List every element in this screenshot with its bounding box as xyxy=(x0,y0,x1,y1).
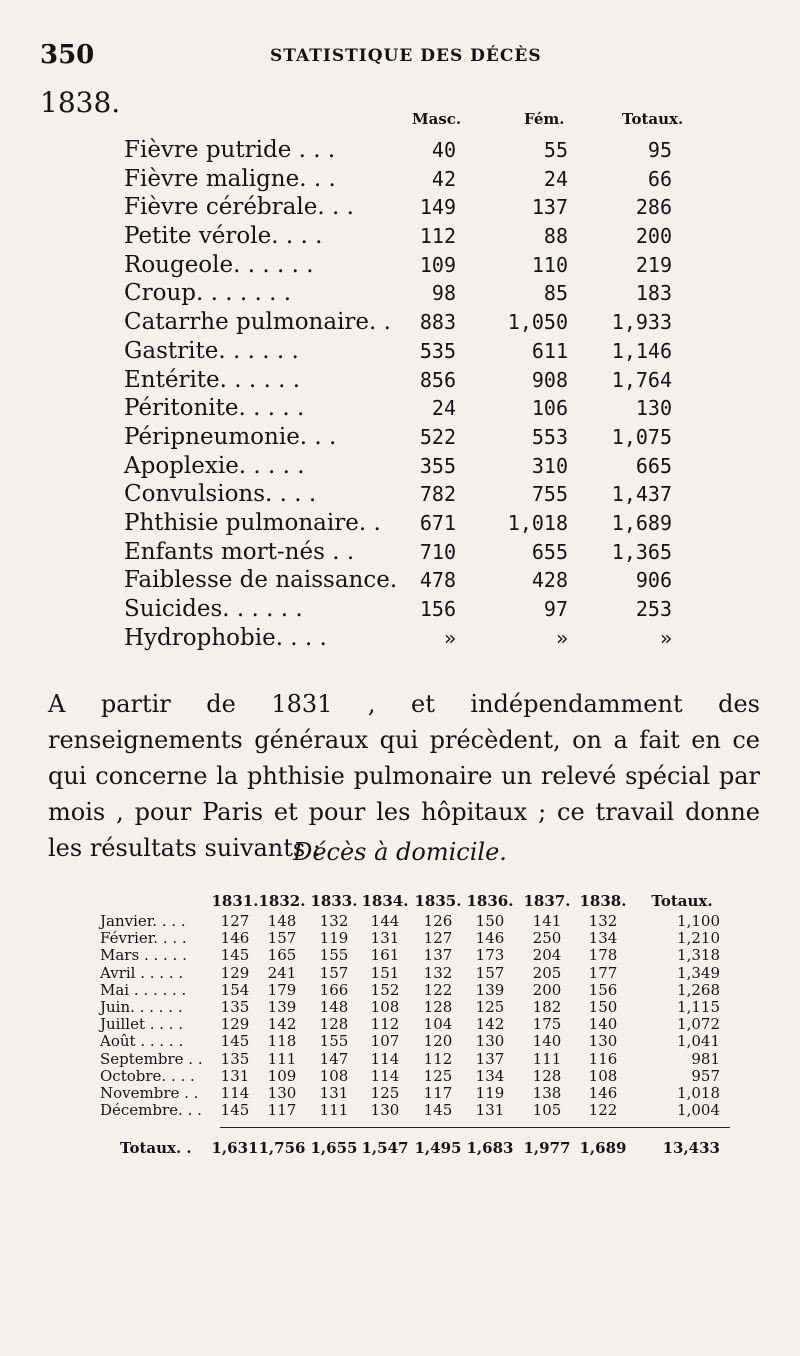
cell-value: 131 xyxy=(370,929,400,948)
cell-value: 111 xyxy=(267,1049,297,1068)
month-label: Février. . . . xyxy=(100,929,187,948)
cell-value: 139 xyxy=(267,997,297,1016)
cell-value: 157 xyxy=(319,963,349,982)
total-value: 200 xyxy=(635,224,672,249)
masc-value: » xyxy=(443,625,456,650)
table-row xyxy=(0,1068,800,1085)
masc-value: 112 xyxy=(419,224,456,249)
masc-value: 535 xyxy=(419,338,456,363)
cell-value: 128 xyxy=(319,1015,349,1034)
section-title: Décès à domicile. xyxy=(293,838,507,866)
column-header: 1838. xyxy=(579,892,627,910)
masc-value: 671 xyxy=(419,510,456,535)
cell-value: 1,318 xyxy=(677,946,720,965)
cell-value: 129 xyxy=(220,963,250,982)
table-row xyxy=(0,366,800,395)
cell-value: 146 xyxy=(475,929,505,948)
masc-value: 710 xyxy=(419,539,456,564)
column-header: 1832. xyxy=(258,892,306,910)
cell-value: 134 xyxy=(475,1066,505,1085)
year-heading: 1838. xyxy=(40,86,121,119)
cause-label: Rougeole. . . . . . xyxy=(124,251,314,278)
masc-value: 355 xyxy=(419,453,456,478)
masc-value: 478 xyxy=(419,568,456,593)
cell-value: 134 xyxy=(588,929,618,948)
totals-label: Totaux. . xyxy=(120,1139,192,1158)
cell-value: 117 xyxy=(423,1083,453,1102)
cell-value: 127 xyxy=(220,912,250,930)
cell-value: 108 xyxy=(370,997,400,1016)
total-cell: 1,547 xyxy=(361,1139,409,1158)
cell-value: 114 xyxy=(370,1066,400,1085)
cell-value: 1,210 xyxy=(677,929,720,948)
cell-value: 1,268 xyxy=(677,980,720,999)
total-cell: 1,683 xyxy=(466,1139,514,1158)
total-value: 1,933 xyxy=(611,310,672,335)
fem-value: » xyxy=(555,625,568,650)
table-row xyxy=(0,337,800,366)
cell-value: 130 xyxy=(588,1032,618,1051)
cell-value: 156 xyxy=(588,980,618,999)
total-value: 1,437 xyxy=(611,482,672,507)
cause-label: Fièvre putride . . . xyxy=(124,137,336,163)
column-header-masc: Masc. xyxy=(412,110,462,128)
column-header: 1834. xyxy=(361,892,409,910)
table-row xyxy=(0,999,800,1016)
total-cell: 1,631 xyxy=(211,1139,259,1158)
table-row xyxy=(0,308,800,337)
table-row xyxy=(0,452,800,481)
cell-value: 140 xyxy=(532,1032,562,1051)
column-header-fem: Fém. xyxy=(524,110,565,128)
cause-label: Catarrhe pulmonaire. . xyxy=(124,309,391,336)
masc-value: 522 xyxy=(419,424,456,449)
cell-value: 166 xyxy=(319,980,349,999)
total-value: 665 xyxy=(635,453,672,478)
cause-label: Hydrophobie. . . . xyxy=(124,624,327,651)
cell-value: 150 xyxy=(588,997,618,1016)
cell-value: 145 xyxy=(220,1101,250,1120)
cell-value: 128 xyxy=(423,997,453,1016)
table-row xyxy=(0,913,800,930)
cell-value: 140 xyxy=(588,1015,618,1034)
cell-value: 154 xyxy=(220,980,250,999)
cell-value: 132 xyxy=(319,912,349,930)
fem-value: 1,018 xyxy=(507,510,568,535)
table-row xyxy=(0,193,800,222)
fem-value: 1,050 xyxy=(507,310,568,335)
cell-value: 146 xyxy=(588,1083,618,1102)
table-row xyxy=(0,1016,800,1033)
fem-value: 428 xyxy=(531,568,568,593)
cell-value: 150 xyxy=(475,912,505,930)
cell-value: 152 xyxy=(370,980,400,999)
cell-value: 131 xyxy=(475,1101,505,1120)
month-label: Mai . . . . . . xyxy=(100,980,187,999)
cause-label: Entérite. . . . . . xyxy=(124,366,301,393)
table-row xyxy=(0,1033,800,1050)
cell-value: 157 xyxy=(267,929,297,948)
page-number: 350 xyxy=(40,40,95,70)
cell-value: 177 xyxy=(588,963,618,982)
cell-value: 128 xyxy=(532,1066,562,1085)
cell-value: 1,100 xyxy=(677,912,720,930)
total-value: » xyxy=(659,625,672,650)
cell-value: 112 xyxy=(423,1049,453,1068)
cell-value: 1,072 xyxy=(677,1015,720,1034)
total-value: 1,764 xyxy=(611,367,672,392)
table-row xyxy=(0,538,800,567)
cell-value: 117 xyxy=(267,1101,297,1120)
cell-value: 122 xyxy=(423,980,453,999)
cell-value: 161 xyxy=(370,946,400,965)
cell-value: 1,018 xyxy=(677,1083,720,1102)
month-label: Juin. . . . . . xyxy=(100,997,183,1016)
total-value: 130 xyxy=(635,396,672,421)
cell-value: 131 xyxy=(319,1083,349,1102)
masc-value: 40 xyxy=(431,138,456,162)
table-row xyxy=(0,1051,800,1068)
masc-value: 782 xyxy=(419,482,456,507)
fem-value: 24 xyxy=(543,166,568,191)
running-title: STATISTIQUE DES DÉCÈS xyxy=(270,46,542,66)
table-row xyxy=(0,423,800,452)
total-value: 1,689 xyxy=(611,510,672,535)
cell-value: 155 xyxy=(319,1032,349,1051)
cell-value: 147 xyxy=(319,1049,349,1068)
cause-label: Apoplexie. . . . . xyxy=(124,452,305,479)
column-header: 1837. xyxy=(523,892,571,910)
column-header: 1833. xyxy=(310,892,358,910)
cell-value: 108 xyxy=(319,1066,349,1085)
cell-value: 173 xyxy=(475,946,505,965)
cell-value: 241 xyxy=(267,963,297,982)
table-row xyxy=(0,595,800,624)
fem-value: 55 xyxy=(543,138,568,162)
cell-value: 131 xyxy=(220,1066,250,1085)
cell-value: 145 xyxy=(220,1032,250,1051)
cell-value: 112 xyxy=(370,1015,400,1034)
table-row xyxy=(0,509,800,538)
table2-header-row xyxy=(0,893,800,913)
table-row xyxy=(0,251,800,280)
cell-value: 145 xyxy=(220,946,250,965)
fem-value: 310 xyxy=(531,453,568,478)
column-header: 1836. xyxy=(466,892,514,910)
total-cell: 13,433 xyxy=(662,1139,720,1158)
fem-value: 110 xyxy=(531,252,568,277)
cell-value: 142 xyxy=(475,1015,505,1034)
monthly-deaths-table xyxy=(0,893,800,1157)
cell-value: 130 xyxy=(475,1032,505,1051)
cell-value: 120 xyxy=(423,1032,453,1051)
page-header xyxy=(40,40,760,80)
month-label: Septembre . . xyxy=(100,1049,203,1068)
table-row xyxy=(0,624,800,653)
column-header: Totaux. xyxy=(651,892,713,910)
cause-label: Péritonite. . . . . xyxy=(124,395,305,422)
cell-value: 125 xyxy=(423,1066,453,1085)
column-header: 1831. xyxy=(211,892,259,910)
month-label: Avril . . . . . xyxy=(100,963,184,982)
column-header-totaux: Totaux. xyxy=(622,110,684,128)
cell-value: 178 xyxy=(588,946,618,965)
cell-value: 122 xyxy=(588,1101,618,1120)
cause-label: Gastrite. . . . . . xyxy=(124,337,299,364)
cell-value: 175 xyxy=(532,1015,562,1034)
cell-value: 111 xyxy=(532,1049,562,1068)
cell-value: 118 xyxy=(267,1032,297,1051)
cell-value: 146 xyxy=(220,929,250,948)
table1-header xyxy=(0,110,800,134)
cell-value: 205 xyxy=(532,963,562,982)
cause-label: Convulsions. . . . xyxy=(124,481,317,508)
total-value: 253 xyxy=(635,597,672,621)
total-value: 66 xyxy=(647,166,672,191)
cell-value: 142 xyxy=(267,1015,297,1034)
cell-value: 165 xyxy=(267,946,297,965)
totals-rule xyxy=(220,1127,730,1128)
cell-value: 125 xyxy=(475,997,505,1016)
cell-value: 129 xyxy=(220,1015,250,1034)
total-cell: 1,655 xyxy=(310,1139,358,1158)
causes-of-death-table xyxy=(0,136,800,652)
cell-value: 1,004 xyxy=(677,1101,720,1120)
cell-value: 1,115 xyxy=(677,997,720,1016)
cause-label: Faiblesse de naissance. xyxy=(124,567,398,594)
cell-value: 111 xyxy=(319,1101,349,1120)
cell-value: 135 xyxy=(220,997,250,1016)
total-value: 286 xyxy=(635,195,672,220)
fem-value: 755 xyxy=(531,482,568,507)
cell-value: 138 xyxy=(532,1083,562,1102)
total-cell: 1,495 xyxy=(414,1139,462,1158)
cell-value: 130 xyxy=(267,1083,297,1102)
cause-label: Petite vérole. . . . xyxy=(124,223,323,250)
month-label: Juillet . . . . xyxy=(100,1015,184,1034)
body-paragraph: A partir de 1831 , et indépendamment des renseignements généraux qui précèdent, on a fait en ce qui concerne la phthisie pulmonaire un relevé spécial par mois , pour Paris et pour les hôpitaux ; ce travail donne les résultats suivants : xyxy=(48,690,760,862)
fem-value: 85 xyxy=(543,281,568,306)
total-value: 183 xyxy=(635,281,672,306)
cell-value: 108 xyxy=(588,1066,618,1085)
cell-value: 1,041 xyxy=(677,1032,720,1051)
table-row xyxy=(0,279,800,308)
month-label: Octobre. . . . xyxy=(100,1066,195,1085)
cause-label: Péripneumonie. . . xyxy=(124,423,337,450)
cell-value: 139 xyxy=(475,980,505,999)
cell-value: 114 xyxy=(370,1049,400,1068)
cell-value: 148 xyxy=(267,912,297,930)
masc-value: 149 xyxy=(419,195,456,220)
table-row xyxy=(0,566,800,595)
cell-value: 130 xyxy=(370,1101,400,1120)
masc-value: 883 xyxy=(419,310,456,335)
fem-value: 908 xyxy=(531,367,568,392)
cell-value: 157 xyxy=(475,963,505,982)
cell-value: 132 xyxy=(423,963,453,982)
table2-body xyxy=(0,913,800,1119)
totals-row xyxy=(0,1140,800,1157)
total-cell: 1,977 xyxy=(523,1139,571,1158)
month-label: Décembre. . . xyxy=(100,1101,202,1120)
fem-value: 137 xyxy=(531,195,568,220)
total-value: 1,075 xyxy=(611,424,672,449)
cell-value: 137 xyxy=(475,1049,505,1068)
month-label: Novembre . . xyxy=(100,1083,199,1102)
cell-value: 141 xyxy=(532,912,562,930)
cell-value: 116 xyxy=(588,1049,618,1068)
cell-value: 151 xyxy=(370,963,400,982)
cell-value: 981 xyxy=(691,1049,720,1068)
month-label: Août . . . . . xyxy=(100,1032,184,1051)
masc-value: 109 xyxy=(419,252,456,277)
cell-value: 119 xyxy=(319,929,349,948)
table-row xyxy=(0,1085,800,1102)
cell-value: 204 xyxy=(532,946,562,965)
cell-value: 148 xyxy=(319,997,349,1016)
total-value: 1,365 xyxy=(611,539,672,564)
fem-value: 97 xyxy=(543,597,568,621)
cell-value: 179 xyxy=(267,980,297,999)
table-row xyxy=(0,136,800,165)
month-label: Janvier. . . . xyxy=(100,912,186,930)
table-row xyxy=(0,947,800,964)
cell-value: 135 xyxy=(220,1049,250,1068)
table-row xyxy=(0,480,800,509)
table-row xyxy=(0,394,800,423)
masc-value: 42 xyxy=(431,166,456,191)
cell-value: 105 xyxy=(532,1101,562,1120)
cell-value: 145 xyxy=(423,1101,453,1120)
cell-value: 126 xyxy=(423,912,453,930)
total-value: 95 xyxy=(647,138,672,162)
cell-value: 107 xyxy=(370,1032,400,1051)
cell-value: 125 xyxy=(370,1083,400,1102)
table-row xyxy=(0,222,800,251)
cell-value: 1,349 xyxy=(677,963,720,982)
total-cell: 1,756 xyxy=(258,1139,306,1158)
cause-label: Suicides. . . . . . xyxy=(124,596,303,622)
cell-value: 144 xyxy=(370,912,400,930)
total-value: 219 xyxy=(635,252,672,277)
month-label: Mars . . . . . xyxy=(100,946,187,965)
cause-label: Phthisie pulmonaire. . xyxy=(124,509,381,536)
masc-value: 156 xyxy=(419,597,456,621)
table-row xyxy=(0,965,800,982)
masc-value: 98 xyxy=(431,281,456,306)
fem-value: 88 xyxy=(543,224,568,249)
fem-value: 106 xyxy=(531,396,568,421)
cell-value: 109 xyxy=(267,1066,297,1085)
cause-label: Croup. . . . . . . xyxy=(124,280,292,307)
table-row xyxy=(0,982,800,999)
cell-value: 104 xyxy=(423,1015,453,1034)
cause-label: Enfants mort-nés . . xyxy=(124,538,355,565)
table-row xyxy=(0,1102,800,1119)
masc-value: 856 xyxy=(419,367,456,392)
cause-label: Fièvre maligne. . . xyxy=(124,165,336,192)
cell-value: 137 xyxy=(423,946,453,965)
fem-value: 553 xyxy=(531,424,568,449)
column-header: 1835. xyxy=(414,892,462,910)
cell-value: 155 xyxy=(319,946,349,965)
cell-value: 957 xyxy=(691,1066,720,1085)
fem-value: 611 xyxy=(531,338,568,363)
table-row xyxy=(0,930,800,947)
cell-value: 119 xyxy=(475,1083,505,1102)
masc-value: 24 xyxy=(431,396,456,421)
cell-value: 114 xyxy=(220,1083,250,1102)
total-value: 1,146 xyxy=(611,338,672,363)
total-value: 906 xyxy=(635,568,672,593)
cell-value: 132 xyxy=(588,912,618,930)
fem-value: 655 xyxy=(531,539,568,564)
cause-label: Fièvre cérébrale. . . xyxy=(124,194,354,221)
cell-value: 200 xyxy=(532,980,562,999)
total-cell: 1,689 xyxy=(579,1139,627,1158)
cell-value: 127 xyxy=(423,929,453,948)
table-row xyxy=(0,165,800,194)
cell-value: 182 xyxy=(532,997,562,1016)
cell-value: 250 xyxy=(532,929,562,948)
